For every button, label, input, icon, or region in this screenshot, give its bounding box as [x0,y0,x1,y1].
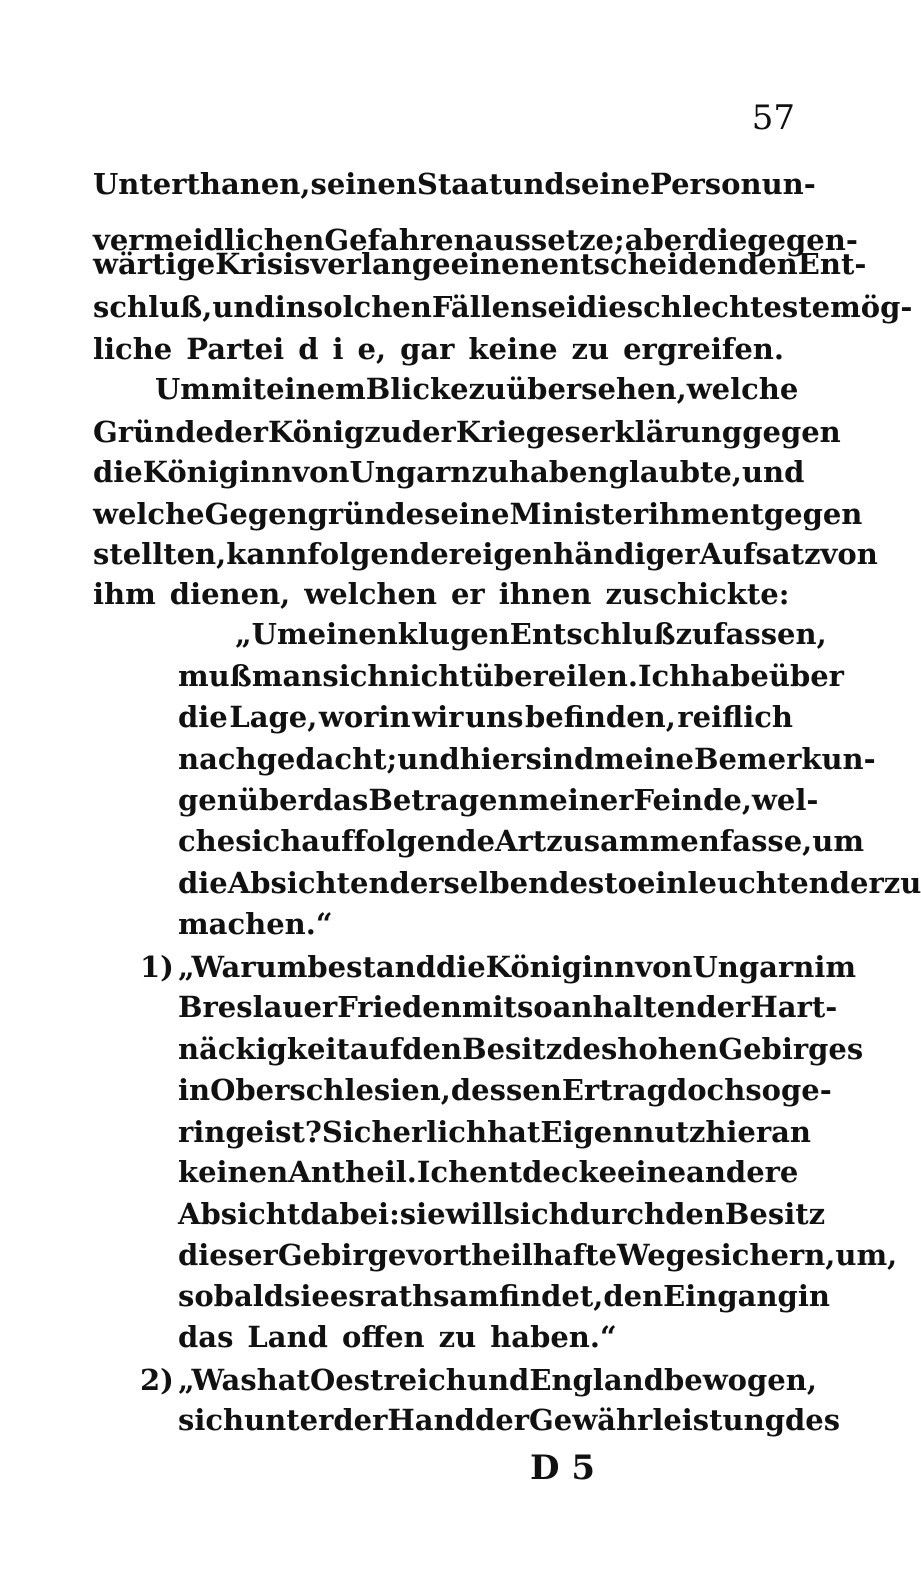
word: einem [266,372,366,406]
word: gen [178,783,238,817]
word: Krisis [215,247,311,281]
word: habe [690,659,769,693]
word: den [665,1197,725,1231]
word: Ent- [797,247,867,281]
word: Aufsatz [699,537,821,571]
quote-line [178,1150,799,1194]
quote-line [178,1192,826,1236]
word: entgegen [710,497,863,531]
quote-line [178,695,793,739]
word: England [529,1363,664,1397]
word: einleuchtender [636,866,884,900]
word: „Warum [178,950,308,984]
word: die [178,866,228,900]
word: Staat [416,167,503,201]
item-number: 1) [140,950,174,984]
word: Eingang [663,1279,798,1313]
word: in [178,1073,211,1107]
word: dienen, [169,577,291,611]
word: Oberschlesien, [210,1073,451,1107]
word: Königinn [142,455,293,489]
word: aussetze; [474,223,625,257]
word: fassen, [713,617,827,651]
word: anhaltender [552,990,751,1024]
word: einen [450,247,541,281]
word: meine [594,742,694,776]
text-line [155,367,799,411]
text-line [93,327,793,371]
word: Person [650,167,762,201]
word: auf [301,824,354,858]
word: um, [835,1238,898,1272]
word: haben [508,455,609,489]
word: einen [307,617,398,651]
word: ich [251,824,302,858]
word: Antheil. [288,1155,417,1189]
word: sie [399,1197,446,1231]
quote-line [178,985,838,1029]
word: sei [531,290,578,324]
word: über [237,783,313,817]
word: man [251,659,323,693]
word: Feinde, [633,783,752,817]
quote-line [178,861,921,905]
text-line [93,492,863,536]
word: Art [495,824,547,858]
word: den [402,1032,463,1066]
word: kann [226,537,308,571]
word: liche [93,332,173,366]
word: mit [210,372,267,406]
word: zu [468,372,507,406]
word: bestand [307,950,436,984]
word: Absicht [178,1197,301,1231]
word: Ungarn [349,455,472,489]
word: Entschluß [509,617,676,651]
word: e, [357,332,387,366]
word: Sicherlich [321,1115,488,1149]
word: verlange [310,247,451,281]
word: „Was [178,1363,257,1397]
word: worin [318,700,411,734]
word: stellten, [93,537,227,571]
word: über [768,659,844,693]
word: die [697,223,748,257]
word: glaubte, [608,455,742,489]
word: in [797,1279,830,1313]
word: näckigkeit [178,1032,350,1066]
word: desto [549,866,637,900]
word: seine [424,497,510,531]
word: machen.“ [178,907,333,941]
text-line [93,242,867,286]
word: seine [564,167,651,201]
word: der [213,415,268,449]
word: keinen [178,1155,289,1189]
quote-line [178,1398,841,1442]
word: von [635,950,693,984]
quote-line [235,612,827,656]
word: welche [93,497,205,531]
word: die [436,950,486,984]
word: solchen [306,290,432,324]
word: dessen [450,1073,562,1107]
word: schlechteste [626,290,831,324]
word: Land [247,1320,328,1354]
word: befinden, [525,700,676,734]
word: Gründe [93,415,214,449]
text-line [93,532,878,576]
quote-line [178,902,793,946]
item-number: 2) [140,1363,174,1397]
text-line [93,285,913,329]
word: Besitz [462,1032,563,1066]
word: muß [178,659,252,693]
page-number: 57 [751,98,795,138]
word: Lage, [229,700,318,734]
quote-line [178,1068,832,1112]
word: Betragen [368,783,519,817]
quote-line [178,945,857,989]
word: zuschickte: [605,577,790,611]
quote-line [178,1110,812,1154]
word: Gebirge [277,1238,407,1272]
word: will [445,1197,504,1231]
word: mit [461,990,517,1024]
word: findet, [498,1279,604,1313]
word: übereilen. [472,659,638,693]
word: zu [571,332,610,366]
word: unter [244,1403,334,1437]
word: aber [624,223,698,257]
word: auf [349,1032,403,1066]
word: gegen [742,415,841,449]
text-line [93,450,805,494]
quote-line [178,1233,898,1277]
quote-line [178,1027,864,1071]
word: und [397,742,460,776]
word: zu [675,617,714,651]
word: um [812,824,865,858]
word: Minister [509,497,649,531]
word: sich [503,1197,570,1231]
word: König [267,415,365,449]
word: d [298,332,319,366]
word: des [784,1403,841,1437]
word: zu [438,1320,477,1354]
word: Eigennutz [540,1115,706,1149]
word: haben.“ [490,1320,617,1354]
word: das [178,1320,234,1354]
word: sie [284,1279,330,1313]
word: die [577,290,627,324]
signature-mark: D 5 [530,1448,595,1488]
word: Fällen [431,290,532,324]
word: er [450,577,485,611]
word: in [274,290,307,324]
word: es [329,1279,365,1313]
word: Wege [616,1238,705,1272]
word: doch [666,1073,746,1107]
word: sichern, [704,1238,836,1272]
word: Breslauer [178,990,338,1024]
word: entscheidenden [540,247,798,281]
word: Hart- [750,990,838,1024]
word: welche [686,372,799,406]
word: Blicke [365,372,469,406]
word: durch [569,1197,666,1231]
word: dabei: [300,1197,400,1231]
word: Gebirges [718,1032,864,1066]
word: offen [341,1320,425,1354]
quote-line [178,737,876,781]
word: hohen [617,1032,719,1066]
word: den [603,1279,664,1313]
word: ches [178,824,252,858]
word: andere [686,1155,799,1189]
word: Gefahren [324,223,475,257]
word: des [562,1032,618,1066]
word: seinen [310,167,417,201]
word: Ertrag [561,1073,667,1107]
quote-line [178,819,865,863]
word: sobald [178,1279,285,1313]
word: reiflich [677,700,793,734]
word: Hand [387,1403,475,1437]
word: folgende [353,824,496,858]
word: im [814,950,857,984]
word: Ich [637,659,691,693]
word: ringe [178,1115,265,1149]
word: rathsam [364,1279,499,1313]
word: ihnen [498,577,592,611]
word: Königinn [485,950,636,984]
word: wir [412,700,464,734]
word: wärtige [93,247,216,281]
word: der [401,415,456,449]
word: Frieden [337,990,462,1024]
word: sind [525,742,595,776]
word: und [741,455,805,489]
word: ge- [780,1073,832,1107]
word: und [502,167,565,201]
word: fasse, [719,824,813,858]
word: der [333,1403,388,1437]
word: vortheilhafte [406,1238,617,1272]
word: schluß, [93,290,213,324]
word: hieran [705,1115,812,1149]
word: von [292,455,350,489]
word: zu [883,866,921,900]
word: hat [487,1115,541,1149]
word: Unterthanen, [93,167,311,201]
word: ihm [648,497,711,531]
word: „Um [235,617,308,651]
word: un- [761,167,816,201]
word: übersehen, [506,372,687,406]
word: hat [256,1363,310,1397]
word: zu [471,455,509,489]
word: eine [617,1155,687,1189]
word: zu [364,415,402,449]
text-line [93,572,793,616]
word: i [332,332,344,366]
word: Partei [186,332,285,366]
word: so [516,990,553,1024]
word: die [93,455,143,489]
word: zusammen [546,824,720,858]
quote-line [178,778,819,822]
word: hier [459,742,526,776]
word: entdecke [469,1155,618,1189]
word: Gegengründe [204,497,425,531]
word: gegen- [747,223,858,257]
word: der [474,1403,529,1437]
word: sich [322,659,389,693]
word: und [212,290,275,324]
word: nachgedacht; [178,742,398,776]
word: meiner [518,783,634,817]
text-line [93,162,816,206]
word: Ungarn [692,950,815,984]
word: dieser [178,1238,278,1272]
word: ergreifen. [623,332,784,366]
word: die [178,700,228,734]
word: eigenhändiger [463,537,700,571]
text-line [93,410,841,454]
quote-line [178,1358,817,1402]
word: derselben [389,866,550,900]
word: Besitz [724,1197,826,1231]
word: wel- [751,783,819,817]
word: nicht [388,659,473,693]
word: welchen [304,577,437,611]
word: das [312,783,369,817]
word: so [745,1073,781,1107]
word: keine [468,332,558,366]
word: mög- [830,290,913,324]
word: gar [400,332,455,366]
word: Bemerkun- [693,742,876,776]
word: und [466,1363,530,1397]
word: klugen [397,617,510,651]
quote-line [178,1274,830,1318]
word: folgender [307,537,464,571]
word: Gewährleistung [528,1403,785,1437]
word: Oestreich [309,1363,467,1397]
word: ist? [264,1115,322,1149]
word: uns [464,700,524,734]
word: bewogen, [663,1363,817,1397]
word: ihm [93,577,156,611]
quote-line [178,1315,793,1359]
word: Ich [416,1155,470,1189]
word: sich [178,1403,245,1437]
word: Kriegeserklärung [455,415,743,449]
word: von [820,537,878,571]
word: Absichten [227,866,390,900]
word: Um [155,372,211,406]
quote-line [178,654,844,698]
word: vermeidlichen [93,223,325,257]
